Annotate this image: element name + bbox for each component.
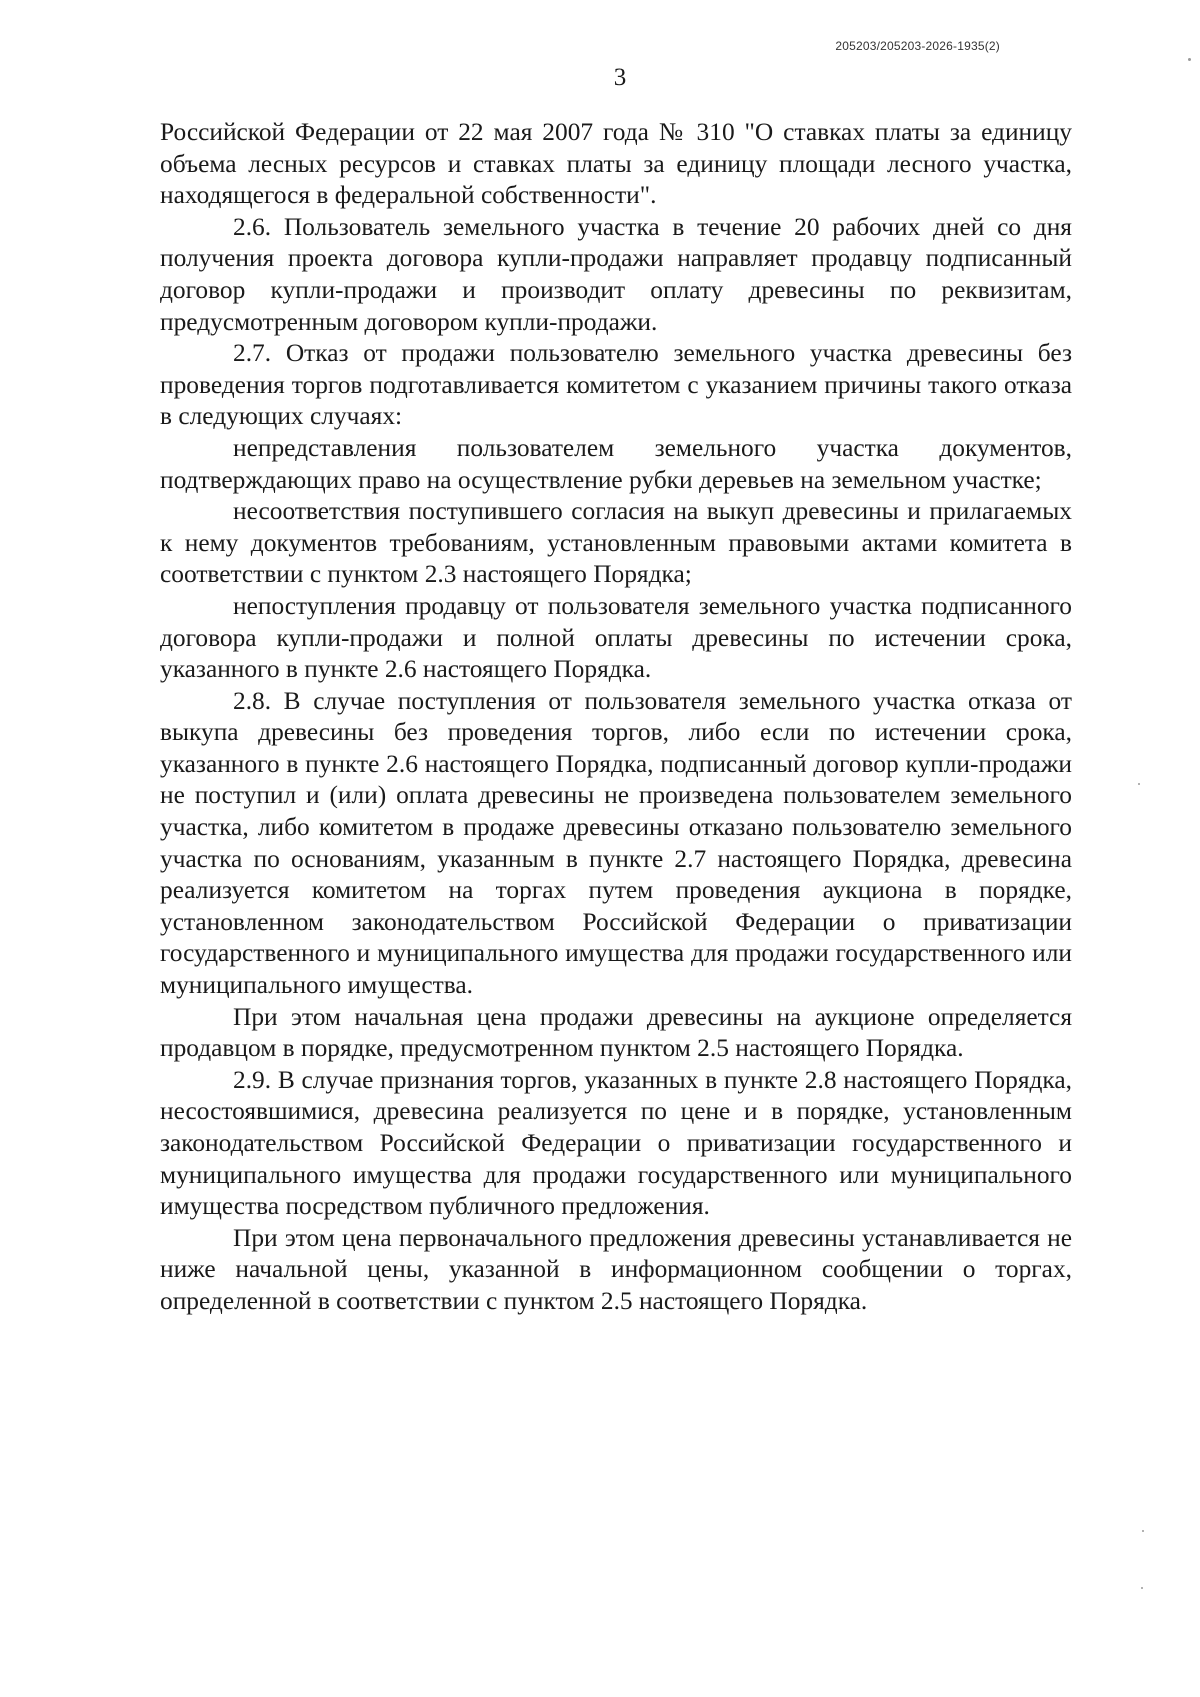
paragraph-2-6: 2.6. Пользователь земельного участка в течение 20 рабочих дней со дня получения проекта договора купли-продажи направляет продавцу подписанный договор купли-продажи и производит оплату древесины по реквизитам, предусмотренным договором купли-продажи.	[160, 212, 1072, 336]
list-item-case-1: непредставления пользователем земельного участка документов, подтверждающих право на осуществление рубки деревьев на земельном участке;	[160, 433, 1072, 494]
page-number: 3	[613, 64, 627, 91]
list-item-case-2: несоответствия поступившего согласия на выкуп древесины и прилагаемых к нему документов требованиям, установленным правовыми актами комитета в соответствии с пунктом 2.3 настоящего Порядка;	[160, 497, 1072, 589]
paragraph-2-8-price: При этом начальная цена продажи древесины на аукционе определяется продавцом в порядке, предусмотренном пунктом 2.5 настоящего Порядка.	[160, 1002, 1072, 1063]
document-body	[160, 117, 1072, 1318]
paragraph-continuation: Российской Федерации от 22 мая 2007 года № 310 "О ставках платы за единицу объема лесных ресурсов и ставках платы за единицу площади лесного участка, находящегося в федеральной собственности".	[160, 118, 1072, 210]
paragraph-2-9-price: При этом цена первоначального предложения древесины устанавливается не ниже начальной цены, указанной в информационном сообщении о торгах, определенной в соответствии с пунктом 2.5 настоящего Порядка.	[160, 1223, 1072, 1315]
paragraph-2-9: 2.9. В случае признания торгов, указанных в пункте 2.8 настоящего Порядка, несостоявшимися, древесина реализуется по цене и в порядке, установленным законодательством Российской Федерации о приватизации государственного и муниципального имущества для продажи государственного или муниципального имущества посредством публичного предложения.	[160, 1065, 1072, 1221]
scan-speck	[1188, 58, 1191, 61]
paragraph-2-7: 2.7. Отказ от продажи пользователю земельного участка древесины без проведения торгов подготавливается комитетом с указанием причины такого отказа в следующих случаях:	[160, 339, 1072, 431]
list-item-case-3: непоступления продавцу от пользователя земельного участка подписанного договора купли-продажи и полной оплаты древесины по истечении срока, указанного в пункте 2.6 настоящего Порядка.	[160, 591, 1072, 684]
document-id: 205203/205203-2026-1935(2)	[835, 39, 1000, 53]
paragraph-2-8: 2.8. В случае поступления от пользователя земельного участка отказа от выкупа древесины без проведения торгов, либо если по истечении срока, указанного в пункте 2.6 настоящего Порядка, подписанный договор купли-продажи не поступил и (или) оплата древесины не произведена пользователем земельного участка, либо комитетом в продаже древесины отказано пользователю земельного участка по основаниям, указанным в пункте 2.7 настоящего Порядка, древесина реализуется комитетом на торгах путем проведения аукциона в порядке, установленном законодательством Российской Федерации о приватизации государственного и муниципального имущества для продажи государственного или муниципального имущества.	[160, 686, 1072, 1000]
scan-speck	[1142, 1530, 1144, 1532]
scan-speck	[1138, 783, 1140, 785]
scan-speck	[1141, 1587, 1143, 1589]
